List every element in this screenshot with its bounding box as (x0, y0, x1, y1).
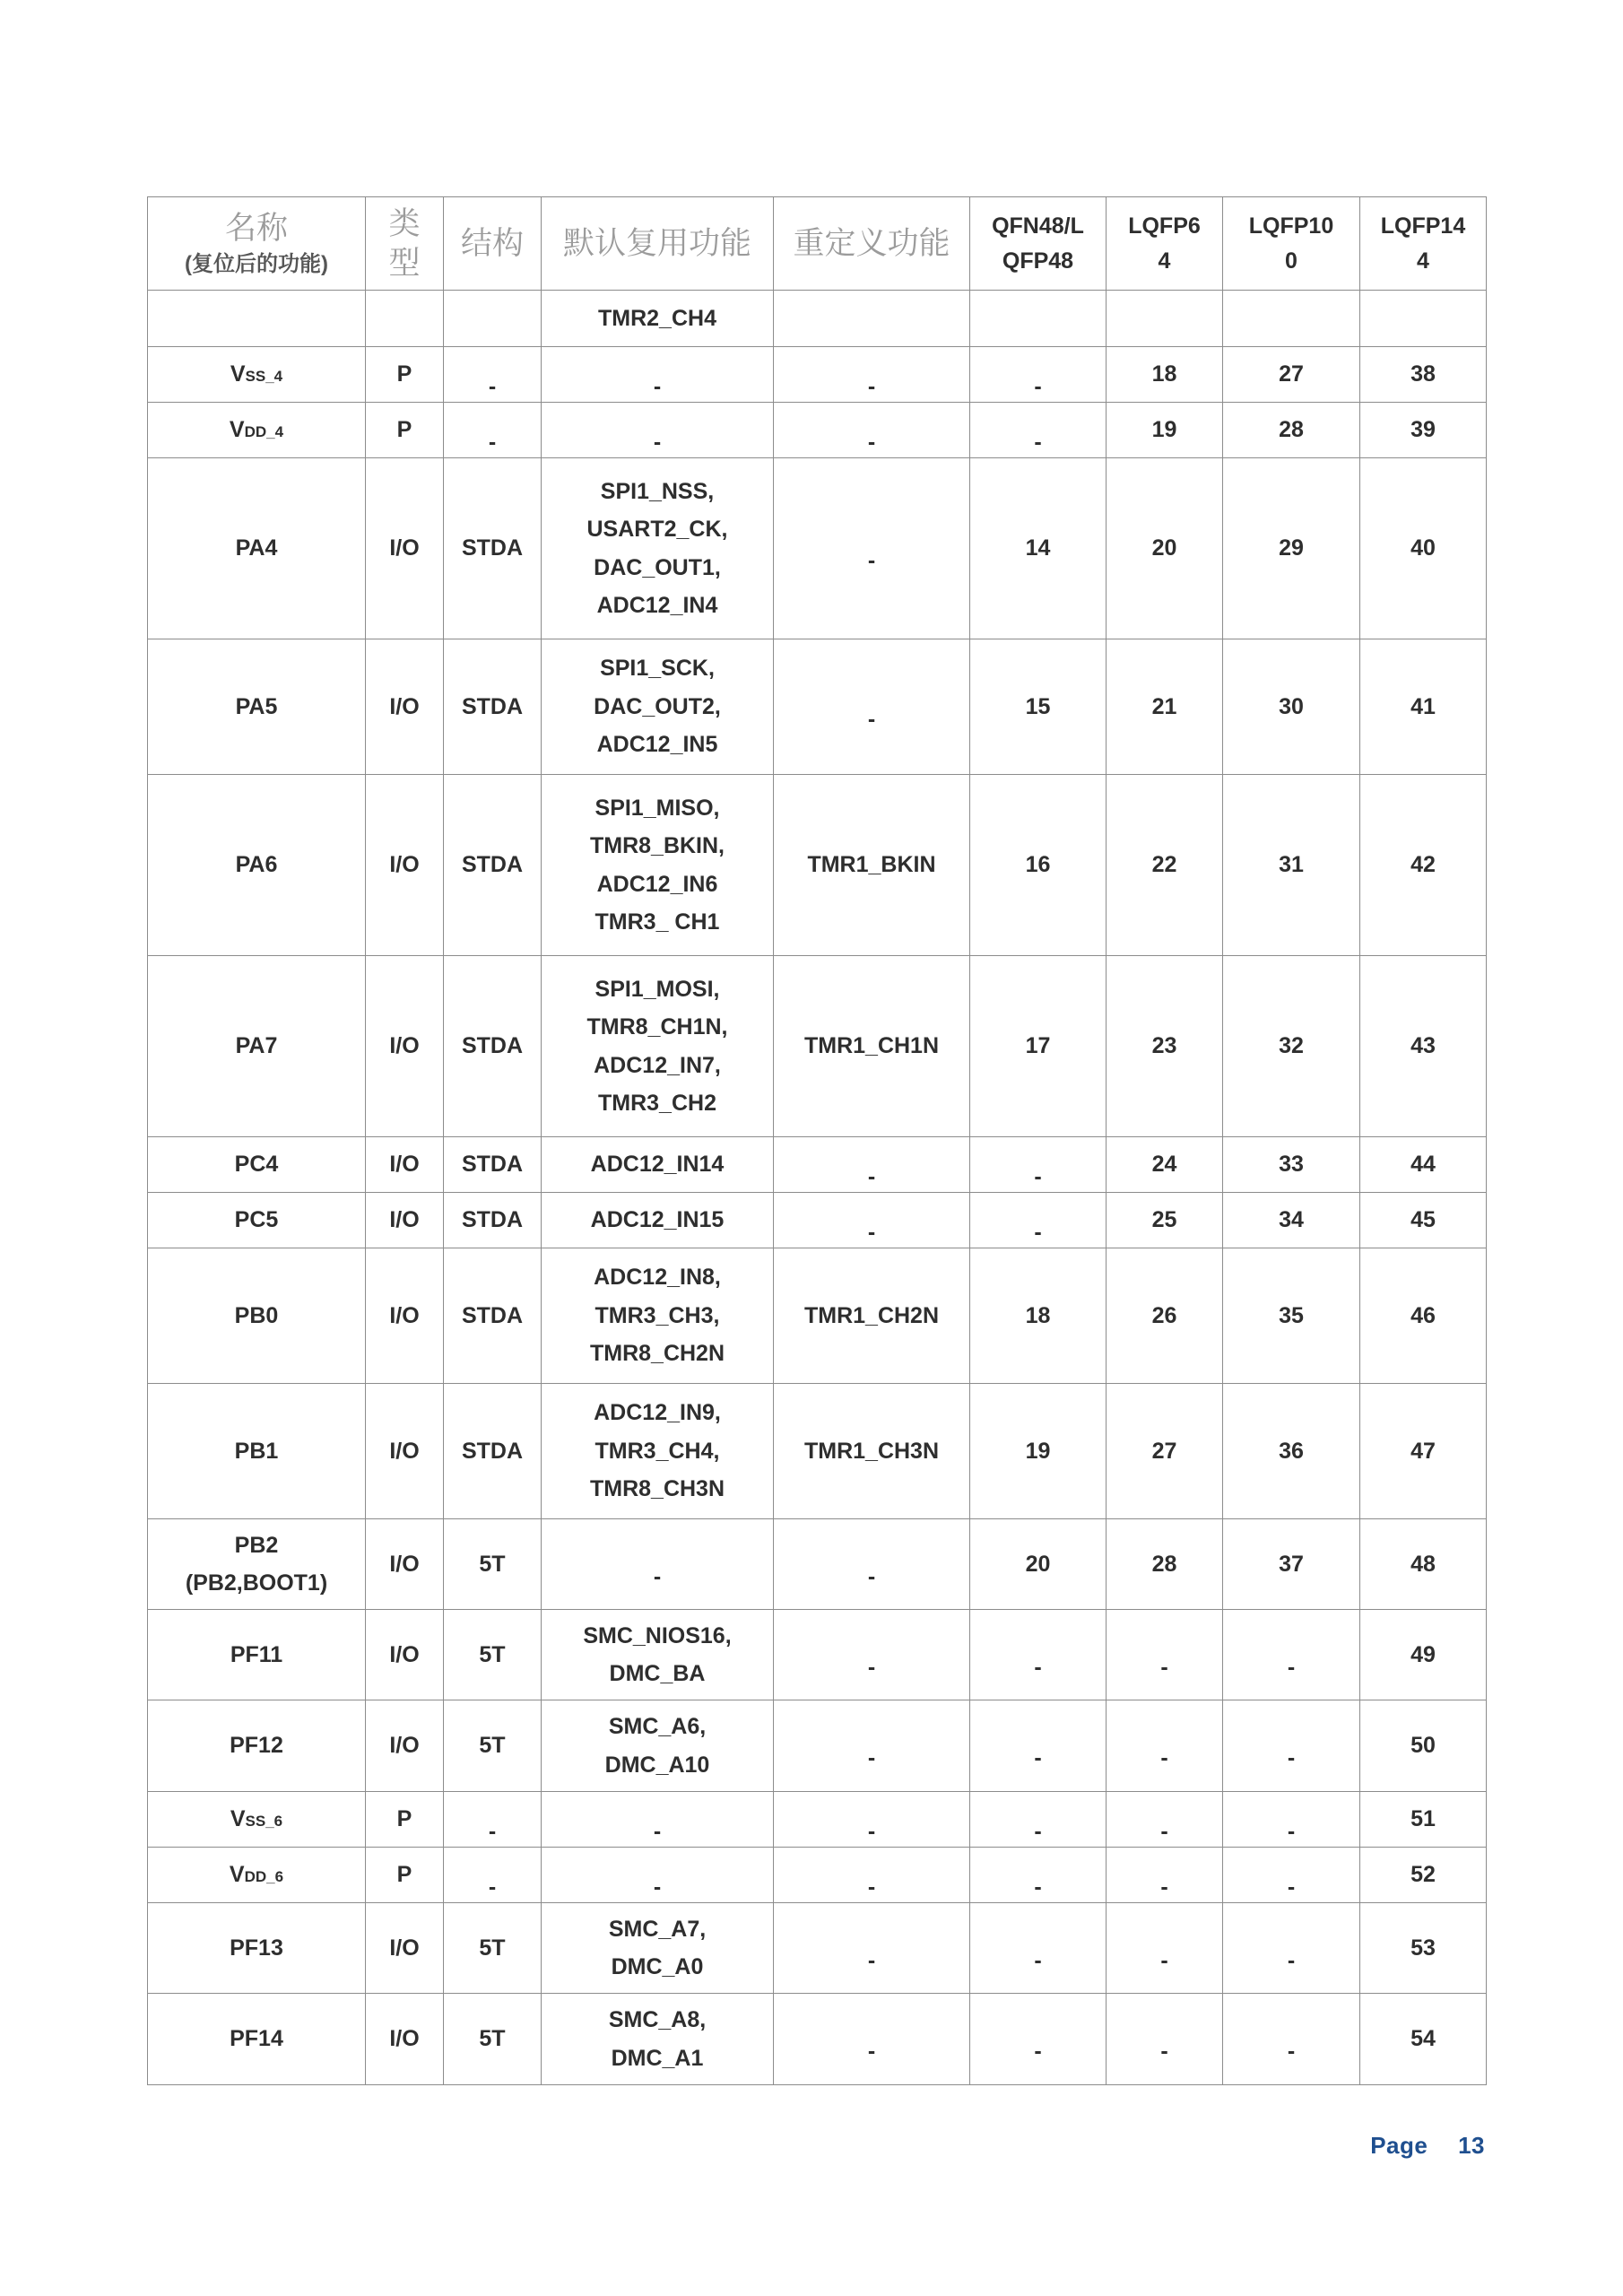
cell-name (148, 403, 366, 458)
table-row (148, 1792, 1487, 1848)
cell-remap: - (774, 1700, 970, 1792)
cell-alt: SMC_NIOS16, DMC_BA (542, 1610, 774, 1700)
cell-name (148, 347, 366, 403)
pin-name-subscript: SS_4 (245, 368, 283, 386)
cell-struct: 5T (444, 1610, 542, 1700)
cell-struct: STDA (444, 775, 542, 956)
cell-type: I/O (366, 1519, 444, 1610)
cell-alt: ADC12_IN8, TMR3_CH3, TMR8_CH2N (542, 1248, 774, 1384)
cell-p3: 34 (1223, 1193, 1360, 1248)
col-header-lqfp100: LQFP10 0 (1223, 197, 1360, 291)
page-number: 13 (1458, 2132, 1485, 2159)
cell-remap: TMR1_CH2N (774, 1248, 970, 1384)
cell-type: I/O (366, 775, 444, 956)
col-header-name-sub: (复位后的功能) (185, 252, 328, 277)
table-row (148, 775, 1487, 956)
cell-remap: - (774, 347, 970, 403)
cell-p3: 35 (1223, 1248, 1360, 1384)
cell-p4: 38 (1360, 347, 1487, 403)
cell-type: I/O (366, 1137, 444, 1193)
cell-p2: 27 (1107, 1384, 1223, 1519)
cell-p4: 53 (1360, 1903, 1487, 1994)
cell-p4: 44 (1360, 1137, 1487, 1193)
cell-type: I/O (366, 639, 444, 775)
cell-struct: STDA (444, 1193, 542, 1248)
cell-name: PA4 (148, 458, 366, 639)
cell-name: PF11 (148, 1610, 366, 1700)
pin-name-main: V (230, 361, 246, 387)
cell-p2: 21 (1107, 639, 1223, 775)
cell-struct: STDA (444, 956, 542, 1137)
cell-alt: ADC12_IN14 (542, 1137, 774, 1193)
cell-alt: ADC12_IN15 (542, 1193, 774, 1248)
cell-alt: ADC12_IN9, TMR3_CH4, TMR8_CH3N (542, 1384, 774, 1519)
cell-p1: - (970, 347, 1107, 403)
cell-struct: - (444, 403, 542, 458)
col-header-qfn48: QFN48/L QFP48 (970, 197, 1107, 291)
cell-remap: - (774, 639, 970, 775)
col-header-lqfp64: LQFP6 4 (1107, 197, 1223, 291)
cell-name: PC4 (148, 1137, 366, 1193)
table-row (148, 458, 1487, 639)
cell-p3: 27 (1223, 347, 1360, 403)
cell-alt: - (542, 1848, 774, 1903)
cell-p1: 17 (970, 956, 1107, 1137)
cell-p2: - (1107, 1848, 1223, 1903)
cell-p1: 18 (970, 1248, 1107, 1384)
pin-name-main: V (230, 1806, 246, 1832)
cell-p3: 28 (1223, 403, 1360, 458)
cell-type: I/O (366, 956, 444, 1137)
cell-type: I/O (366, 458, 444, 639)
cell-name (148, 1848, 366, 1903)
cell-alt: SPI1_NSS, USART2_CK, DAC_OUT1, ADC12_IN4 (542, 458, 774, 639)
cell-p2: - (1107, 1903, 1223, 1994)
cell-p3: 30 (1223, 639, 1360, 775)
cell-p4: 50 (1360, 1700, 1487, 1792)
cell-remap: TMR1_CH1N (774, 956, 970, 1137)
cell-type: I/O (366, 1903, 444, 1994)
col-header-lqfp144: LQFP14 4 (1360, 197, 1487, 291)
page-label: Page (1370, 2132, 1428, 2159)
cell-struct: STDA (444, 1248, 542, 1384)
cell-p3: 37 (1223, 1519, 1360, 1610)
table-row (148, 347, 1487, 403)
cell-p2: - (1107, 1994, 1223, 2085)
cell-p1: 19 (970, 1384, 1107, 1519)
cell-p4: 42 (1360, 775, 1487, 956)
cell-p3: - (1223, 1903, 1360, 1994)
cell-struct: 5T (444, 1700, 542, 1792)
table-row (148, 1848, 1487, 1903)
table-row (148, 639, 1487, 775)
cell-struct: - (444, 347, 542, 403)
cell-alt: SPI1_MOSI, TMR8_CH1N, ADC12_IN7, TMR3_CH2 (542, 956, 774, 1137)
cell-type: I/O (366, 1700, 444, 1792)
pin-name-main: V (229, 1862, 245, 1888)
pin-name-subscript: DD_4 (244, 423, 284, 441)
cell-p4: 41 (1360, 639, 1487, 775)
cell-remap: - (774, 403, 970, 458)
cell-remap: TMR1_CH3N (774, 1384, 970, 1519)
cell-name: PA5 (148, 639, 366, 775)
cell-remap: - (774, 1137, 970, 1193)
cell-remap: - (774, 458, 970, 639)
cell-p3: - (1223, 1792, 1360, 1848)
cell-p1: 16 (970, 775, 1107, 956)
cell-p4: 47 (1360, 1384, 1487, 1519)
cell-remap: - (774, 1848, 970, 1903)
cell-p4: 51 (1360, 1792, 1487, 1848)
cell-name: PF13 (148, 1903, 366, 1994)
table-row (148, 1994, 1487, 2085)
cell-p1: - (970, 1903, 1107, 1994)
cell-alt: SPI1_MISO, TMR8_BKIN, ADC12_IN6 TMR3_ CH1 (542, 775, 774, 956)
cell-name: PF12 (148, 1700, 366, 1792)
cell-type: I/O (366, 1248, 444, 1384)
cell-name: PF14 (148, 1994, 366, 2085)
cell-alt: - (542, 403, 774, 458)
cell-p3: 33 (1223, 1137, 1360, 1193)
cell-type: P (366, 1848, 444, 1903)
cell-p4: 43 (1360, 956, 1487, 1137)
cell-name: PA7 (148, 956, 366, 1137)
cell-p4: 54 (1360, 1994, 1487, 2085)
table-row (148, 956, 1487, 1137)
cell-alt: - (542, 1519, 774, 1610)
cell-struct: STDA (444, 1137, 542, 1193)
cell-struct: STDA (444, 458, 542, 639)
cell-p1: - (970, 1137, 1107, 1193)
cell-remap: - (774, 1519, 970, 1610)
cell-alt: SMC_A6, DMC_A10 (542, 1700, 774, 1792)
cell-p3 (1223, 291, 1360, 347)
cell-p2: - (1107, 1792, 1223, 1848)
cell-p4: 52 (1360, 1848, 1487, 1903)
pin-name-subscript: DD_6 (244, 1868, 284, 1886)
cell-struct: STDA (444, 639, 542, 775)
table-row (148, 403, 1487, 458)
pin-table-body (148, 291, 1487, 2085)
cell-p2: 25 (1107, 1193, 1223, 1248)
cell-remap: TMR1_BKIN (774, 775, 970, 956)
cell-name: PB1 (148, 1384, 366, 1519)
cell-type: P (366, 347, 444, 403)
cell-alt: TMR2_CH4 (542, 291, 774, 347)
cell-remap (774, 291, 970, 347)
table-row (148, 1193, 1487, 1248)
cell-type: I/O (366, 1994, 444, 2085)
cell-p2: 28 (1107, 1519, 1223, 1610)
cell-name: PA6 (148, 775, 366, 956)
table-row (148, 1248, 1487, 1384)
col-header-type: 类 型 (366, 197, 444, 291)
header-row (148, 197, 1487, 291)
cell-p4: 49 (1360, 1610, 1487, 1700)
cell-p1: 14 (970, 458, 1107, 639)
cell-p1: - (970, 1610, 1107, 1700)
cell-p2: 23 (1107, 956, 1223, 1137)
cell-p4: 48 (1360, 1519, 1487, 1610)
cell-p1: - (970, 1700, 1107, 1792)
cell-p4: 46 (1360, 1248, 1487, 1384)
cell-name: PC5 (148, 1193, 366, 1248)
cell-type: I/O (366, 1384, 444, 1519)
cell-alt: SMC_A8, DMC_A1 (542, 1994, 774, 2085)
table-row (148, 1903, 1487, 1994)
cell-struct: - (444, 1848, 542, 1903)
cell-alt: SMC_A7, DMC_A0 (542, 1903, 774, 1994)
cell-p4: 40 (1360, 458, 1487, 639)
cell-p3: - (1223, 1848, 1360, 1903)
cell-remap: - (774, 1193, 970, 1248)
cell-type (366, 291, 444, 347)
cell-p1: 20 (970, 1519, 1107, 1610)
cell-alt: - (542, 1792, 774, 1848)
cell-p2: 18 (1107, 347, 1223, 403)
cell-name (148, 1792, 366, 1848)
col-header-remap: 重定义功能 (774, 197, 970, 291)
cell-type: I/O (366, 1193, 444, 1248)
cell-remap: - (774, 1792, 970, 1848)
cell-p2: 22 (1107, 775, 1223, 956)
cell-p1 (970, 291, 1107, 347)
cell-name (148, 291, 366, 347)
cell-alt: - (542, 347, 774, 403)
pin-definition-table (147, 196, 1487, 2085)
cell-remap: - (774, 1903, 970, 1994)
cell-p3: 31 (1223, 775, 1360, 956)
pin-name-main: V (229, 417, 245, 443)
table-row (148, 1700, 1487, 1792)
table-row (148, 1610, 1487, 1700)
table-row (148, 291, 1487, 347)
cell-p1: - (970, 1994, 1107, 2085)
cell-type: P (366, 403, 444, 458)
cell-struct: STDA (444, 1384, 542, 1519)
cell-p3: 36 (1223, 1384, 1360, 1519)
cell-remap: - (774, 1994, 970, 2085)
cell-p4 (1360, 291, 1487, 347)
cell-p2: 20 (1107, 458, 1223, 639)
cell-p2: - (1107, 1610, 1223, 1700)
cell-struct: - (444, 1792, 542, 1848)
pin-name-subscript: SS_6 (245, 1813, 283, 1831)
cell-p4: 45 (1360, 1193, 1487, 1248)
cell-p3: - (1223, 1994, 1360, 2085)
cell-p3: - (1223, 1610, 1360, 1700)
cell-p3: - (1223, 1700, 1360, 1792)
cell-type: I/O (366, 1610, 444, 1700)
cell-p2: 26 (1107, 1248, 1223, 1384)
cell-p3: 32 (1223, 956, 1360, 1137)
cell-struct: 5T (444, 1994, 542, 2085)
cell-remap: - (774, 1610, 970, 1700)
cell-p1: 15 (970, 639, 1107, 775)
cell-p1: - (970, 1848, 1107, 1903)
page-footer (1370, 2132, 1485, 2160)
cell-p2: - (1107, 1700, 1223, 1792)
col-header-default-alt: 默认复用功能 (542, 197, 774, 291)
cell-p2: 24 (1107, 1137, 1223, 1193)
cell-p4: 39 (1360, 403, 1487, 458)
cell-struct (444, 291, 542, 347)
cell-p3: 29 (1223, 458, 1360, 639)
col-header-name: 名称 (复位后的功能) (148, 197, 366, 291)
table-row (148, 1519, 1487, 1610)
cell-alt: SPI1_SCK, DAC_OUT2, ADC12_IN5 (542, 639, 774, 775)
cell-p2 (1107, 291, 1223, 347)
cell-struct: 5T (444, 1903, 542, 1994)
cell-struct: 5T (444, 1519, 542, 1610)
cell-name: PB0 (148, 1248, 366, 1384)
cell-p2: 19 (1107, 403, 1223, 458)
table-row (148, 1384, 1487, 1519)
col-header-structure: 结构 (444, 197, 542, 291)
table-row (148, 1137, 1487, 1193)
cell-p1: - (970, 1193, 1107, 1248)
cell-p1: - (970, 403, 1107, 458)
cell-p1: - (970, 1792, 1107, 1848)
cell-name: PB2 (PB2,BOOT1) (148, 1519, 366, 1610)
cell-type: P (366, 1792, 444, 1848)
